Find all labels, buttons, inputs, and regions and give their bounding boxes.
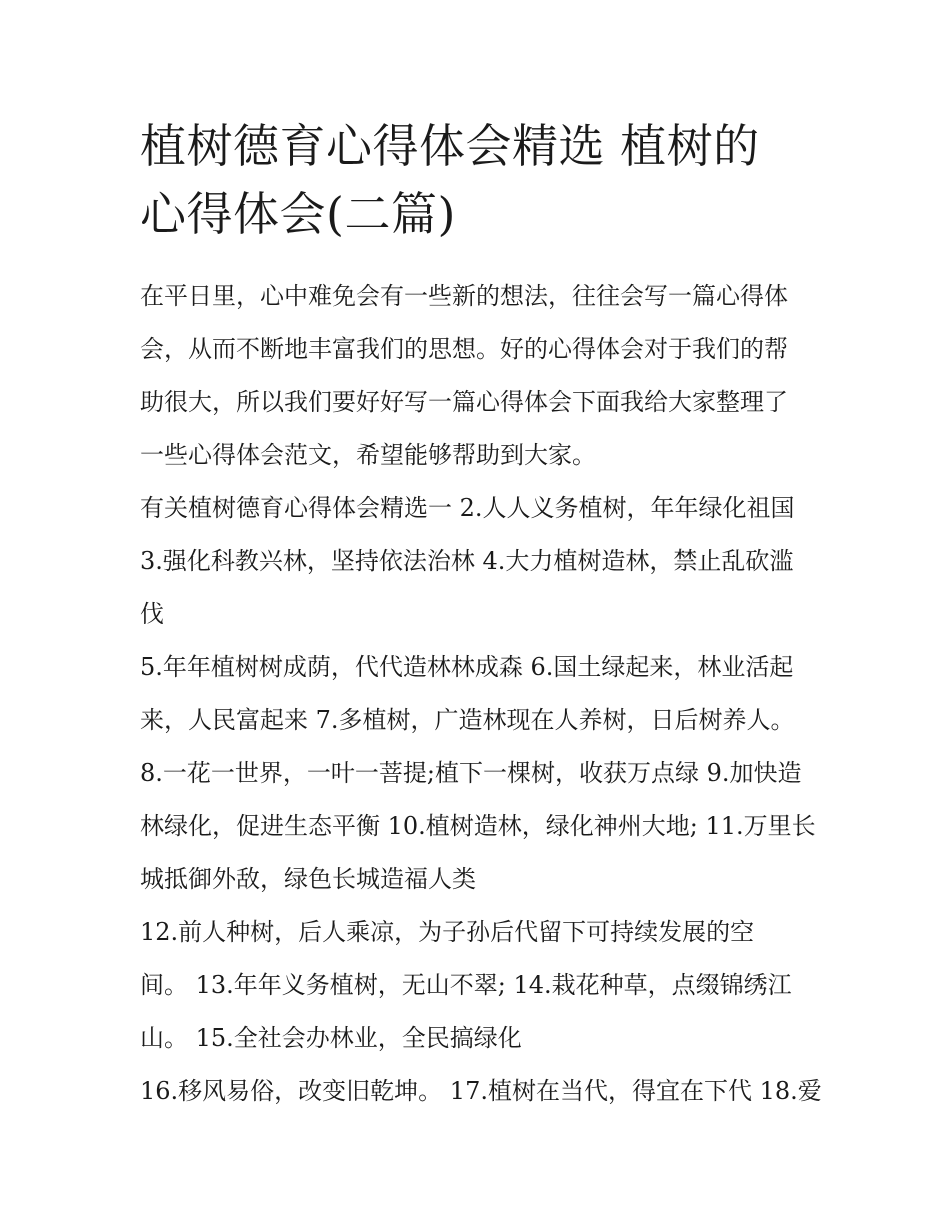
text-line: 会，从而不断地丰富我们的思想。好的心得体会对于我们的帮 — [140, 335, 788, 363]
text-line: 山。 15.全社会办林业，全民搞绿化 — [140, 1024, 522, 1052]
text-line: 一些心得体会范文，希望能够帮助到大家。 — [140, 441, 596, 469]
text-line: 来，人民富起来 7.多植树，广造林现在人养树，日后树养人。 — [140, 706, 795, 734]
text-line: 伐 — [140, 600, 164, 628]
text-line: 8.一花一世界，一叶一菩提;植下一棵树，收获万点绿 9.加快造 — [140, 759, 802, 787]
text-line: 16.移风易俗，改变旧乾坤。 17.植树在当代，得宜在下代 18.爱 — [140, 1077, 822, 1105]
title-line: 心得体会(二篇) — [140, 187, 456, 241]
text-line: 在平日里，心中难免会有一些新的想法，往往会写一篇心得体 — [140, 282, 788, 310]
text-line: 12.前人种树，后人乘凉，为子孙后代留下可持续发展的空 — [140, 918, 755, 946]
text-line: 林绿化，促进生态平衡 10.植树造林，绿化神州大地; 11.万里长 — [140, 812, 816, 840]
slogan-paragraph — [140, 906, 820, 1065]
text-line: 助很大，所以我们要好好写一篇心得体会下面我给大家整理了 — [140, 388, 788, 416]
text-line: 有关植树德育心得体会精选一 2.人人义务植树，年年绿化祖国 — [140, 494, 795, 522]
document-title — [140, 112, 820, 248]
document-body — [140, 270, 820, 1118]
document-page — [140, 112, 820, 1118]
text-line: 城抵御外敌，绿色长城造福人类 — [140, 865, 476, 893]
intro-paragraph — [140, 270, 820, 482]
text-line: 间。 13.年年义务植树，无山不翠; 14.栽花种草，点缀锦绣江 — [140, 971, 792, 999]
slogan-paragraph — [140, 482, 820, 641]
title-line: 植树德育心得体会精选 植树的 — [140, 119, 760, 173]
slogan-paragraph — [140, 1065, 820, 1118]
text-line: 5.年年植树树成荫，代代造林林成森 6.国土绿起来，林业活起 — [140, 653, 794, 681]
text-line: 3.强化科教兴林，坚持依法治林 4.大力植树造林，禁止乱砍滥 — [140, 547, 794, 575]
slogan-paragraph — [140, 641, 820, 906]
